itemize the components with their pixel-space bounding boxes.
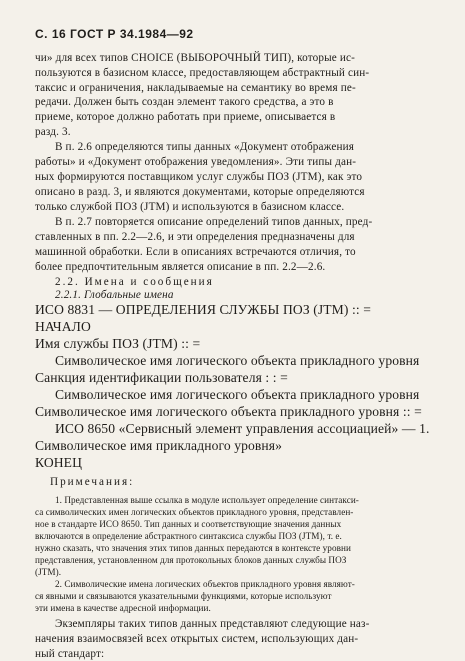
- note-line: эти имена в качестве адресной информации.: [35, 603, 211, 613]
- text-line: работы» и «Документ отображения уведомления». Эти типы дан-: [35, 156, 357, 168]
- note-line: нужно сказать, что значения этих типов данных передаются в контексте уровни: [35, 543, 351, 553]
- text-line: пользуются в базисном классе, предоставляющем абстрактный син-: [35, 67, 370, 79]
- note-line: ное в стандарте ИСО 8650. Тип данных и соответствующие значения данных: [35, 519, 342, 529]
- definition-line: НАЧАЛО: [35, 319, 91, 334]
- definition-line: Санкция идентификации пользователя : : =: [35, 370, 288, 385]
- page-header: С. 16 ГОСТ Р 34.1984—92: [35, 27, 194, 41]
- note-line: са символических имен логических объектов прикладного уровня, представлен-: [35, 507, 354, 517]
- text-line: описано в разд. 3, и являются документами, которые определяются: [35, 186, 365, 198]
- section-heading: 2.2. Имена и сообщения: [55, 276, 214, 288]
- text-line: ставленных в пп. 2.2—2.6, и эти определения предназначены для: [35, 231, 355, 243]
- definition-line: Символическое имя логического объекта прикладного уровня: [55, 387, 420, 402]
- note-line: (JTM).: [35, 567, 62, 577]
- definition-line: Имя службы ПОЗ (JTM) :: =: [35, 336, 201, 351]
- definition-line: Символическое имя прикладного уровня»: [35, 438, 283, 453]
- note-line: представления, установленном для протокольных блоков данных службы ПОЗ: [35, 555, 347, 565]
- definition-line: ИСО 8831 — ОПРЕДЕЛЕНИЯ СЛУЖБЫ ПОЗ (JTM) :: =: [35, 302, 371, 317]
- text-line: таксис и ограничения, накладываемые на семантику во время пе-: [35, 82, 356, 94]
- text-line: ный стандарт:: [35, 648, 105, 660]
- note-line: ся явными и связываются указательными функциями, которые используют: [35, 591, 332, 601]
- text-line: разд. 3.: [35, 126, 71, 138]
- note-line: 2. Символические имена логических объектов прикладного уровня являют-: [55, 579, 355, 589]
- subsection-heading: 2.2.1. Глобальные имена: [55, 289, 174, 301]
- text-line: редачи. Должен быть создан элемент такого средства, а это в: [35, 96, 334, 108]
- text-line: более предпочтительным является описание в пп. 2.2—2.6.: [35, 261, 326, 273]
- definition-line: Символическое имя логического объекта прикладного уровня: [55, 353, 420, 368]
- text-line: только службой ПОЗ (JTM) и используются в базисном классе.: [35, 201, 345, 213]
- text-line: В п. 2.7 повторяется описание определений типов данных, пред-: [55, 216, 373, 228]
- text-line: ных формируются поставщиком услуг службы ПОЗ (JTM), как это: [35, 171, 363, 183]
- text-line: В п. 2.6 определяются типы данных «Документ отображения: [55, 141, 355, 153]
- text-line: чи» для всех типов CHOICE (ВЫБОРОЧНЫЙ ТИП), которые ис-: [35, 52, 355, 64]
- text-line: приеме, которое должно работать при приеме, описывается в: [35, 111, 336, 123]
- note-line: 1. Представленная выше ссылка в модуле использует определение синтакси-: [55, 495, 359, 505]
- notes-title: Примечания:: [50, 476, 135, 488]
- note-line: включаются в определение абстрактного синтаксиса службы ПОЗ (JTM), т. е.: [35, 531, 342, 541]
- text-line: машинной обработки. Если в описаниях встречаются отличия, то: [35, 246, 356, 258]
- text-line: Экземпляры таких типов данных представляют следующие наз-: [55, 618, 370, 630]
- definition-line: Символическое имя логического объекта прикладного уровня :: =: [35, 404, 422, 419]
- definition-line: КОНЕЦ: [35, 455, 82, 470]
- text-line: начения взаимосвязей всех открытых систем, использующих дан-: [35, 633, 359, 645]
- definition-line: ИСО 8650 «Сервисный элемент управления ассоциацией» — 1.: [55, 421, 430, 436]
